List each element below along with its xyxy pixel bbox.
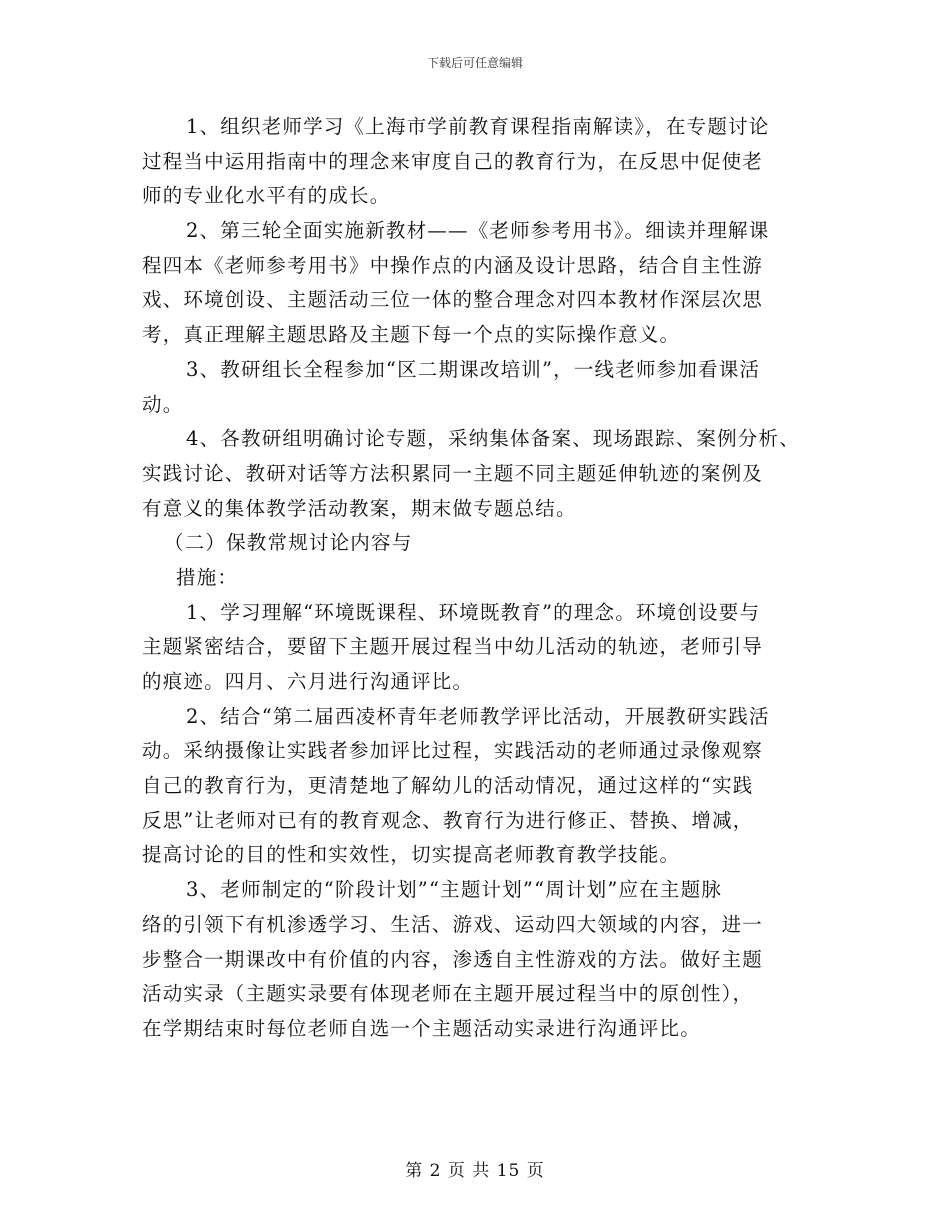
- text-line: 过程当中运用指南中的理念来审度自己的教育行为，在反思中促使老: [142, 149, 764, 173]
- document-body: [142, 110, 842, 1047]
- page-header: 下载后可任意编辑: [426, 56, 523, 70]
- text-line: 3、教研组长全程参加“区二期课改培训”，一线老师参加看课活: [186, 357, 761, 381]
- text-line: 戏、环境创设、主题活动三位一体的整合理念对四本教材作深层次思: [142, 288, 764, 312]
- text-line: 动。采纳摄像让实践者参加评比过程，实践活动的老师通过录像观察: [142, 739, 764, 763]
- text-line: 自己的教育行为，更清楚地了解幼儿的活动情况，通过这样的“实践: [142, 774, 754, 798]
- text-line: 反思”让老师对已有的教育观念、教育行为进行修正、替换、增减，: [142, 808, 754, 832]
- text-line: 的痕迹。四月、六月进行沟通评比。: [142, 670, 474, 693]
- text-line: 2、结合“第二届西凌杯青年老师教学评比活动，开展教研实践活: [186, 704, 770, 728]
- text-line: 步整合一期课改中有价值的内容，渗透自主性游戏的方法。做好主题: [142, 947, 764, 971]
- text-line: 在学期结束时每位老师自选一个主题活动实录进行沟通评比。: [142, 1016, 701, 1040]
- text-line: 3、老师制定的“阶段计划”“主题计划”“周计划”应在主题脉: [186, 878, 723, 902]
- text-line: 1、组织老师学习《上海市学前教育课程指南解读》，在专题讨论: [186, 115, 770, 138]
- text-line: 4、各教研组明确讨论专题，采纳集体备案、现场跟踪、案例分析、: [186, 427, 800, 451]
- section-heading: （二）保教常规讨论内容与: [164, 531, 413, 555]
- text-line: 络的引领下有机渗透学习、生活、游戏、运动四大领域的内容，进一: [142, 912, 764, 936]
- text-line: 有意义的集体教学活动教案，期末做专题总结。: [142, 496, 577, 520]
- text-line: 程四本《老师参考用书》中操作点的内涵及设计思路，结合自主性游: [142, 253, 764, 277]
- text-line: 1、学习理解“环境既课程、环境既教育”的理念。环境创设要与: [186, 600, 761, 624]
- page-footer: 第 2 页 共 15 页: [405, 1161, 545, 1181]
- text-line: 实践讨论、教研对话等方法积累同一主题不同主题延伸轨迹的案例及: [142, 461, 764, 485]
- text-line: 动。: [142, 392, 184, 416]
- text-line: 考，真正理解主题思路及主题下每一个点的实际操作意义。: [142, 323, 681, 347]
- text-line: 2、第三轮全面实施新教材——《老师参考用书》。细读并理解课: [186, 219, 770, 243]
- text-line: 提高讨论的目的性和实效性，切实提高老师教育教学技能。: [142, 843, 681, 867]
- text-line: 主题紧密结合，要留下主题开展过程当中幼儿活动的轨迹，老师引导: [142, 635, 764, 659]
- section-heading-continuation: 措施：: [176, 565, 239, 589]
- text-line: 师的专业化水平有的成长。: [142, 184, 391, 208]
- text-line: 活动实录（主题实录要有体现老师在主题开展过程当中的原创性），: [142, 982, 754, 1006]
